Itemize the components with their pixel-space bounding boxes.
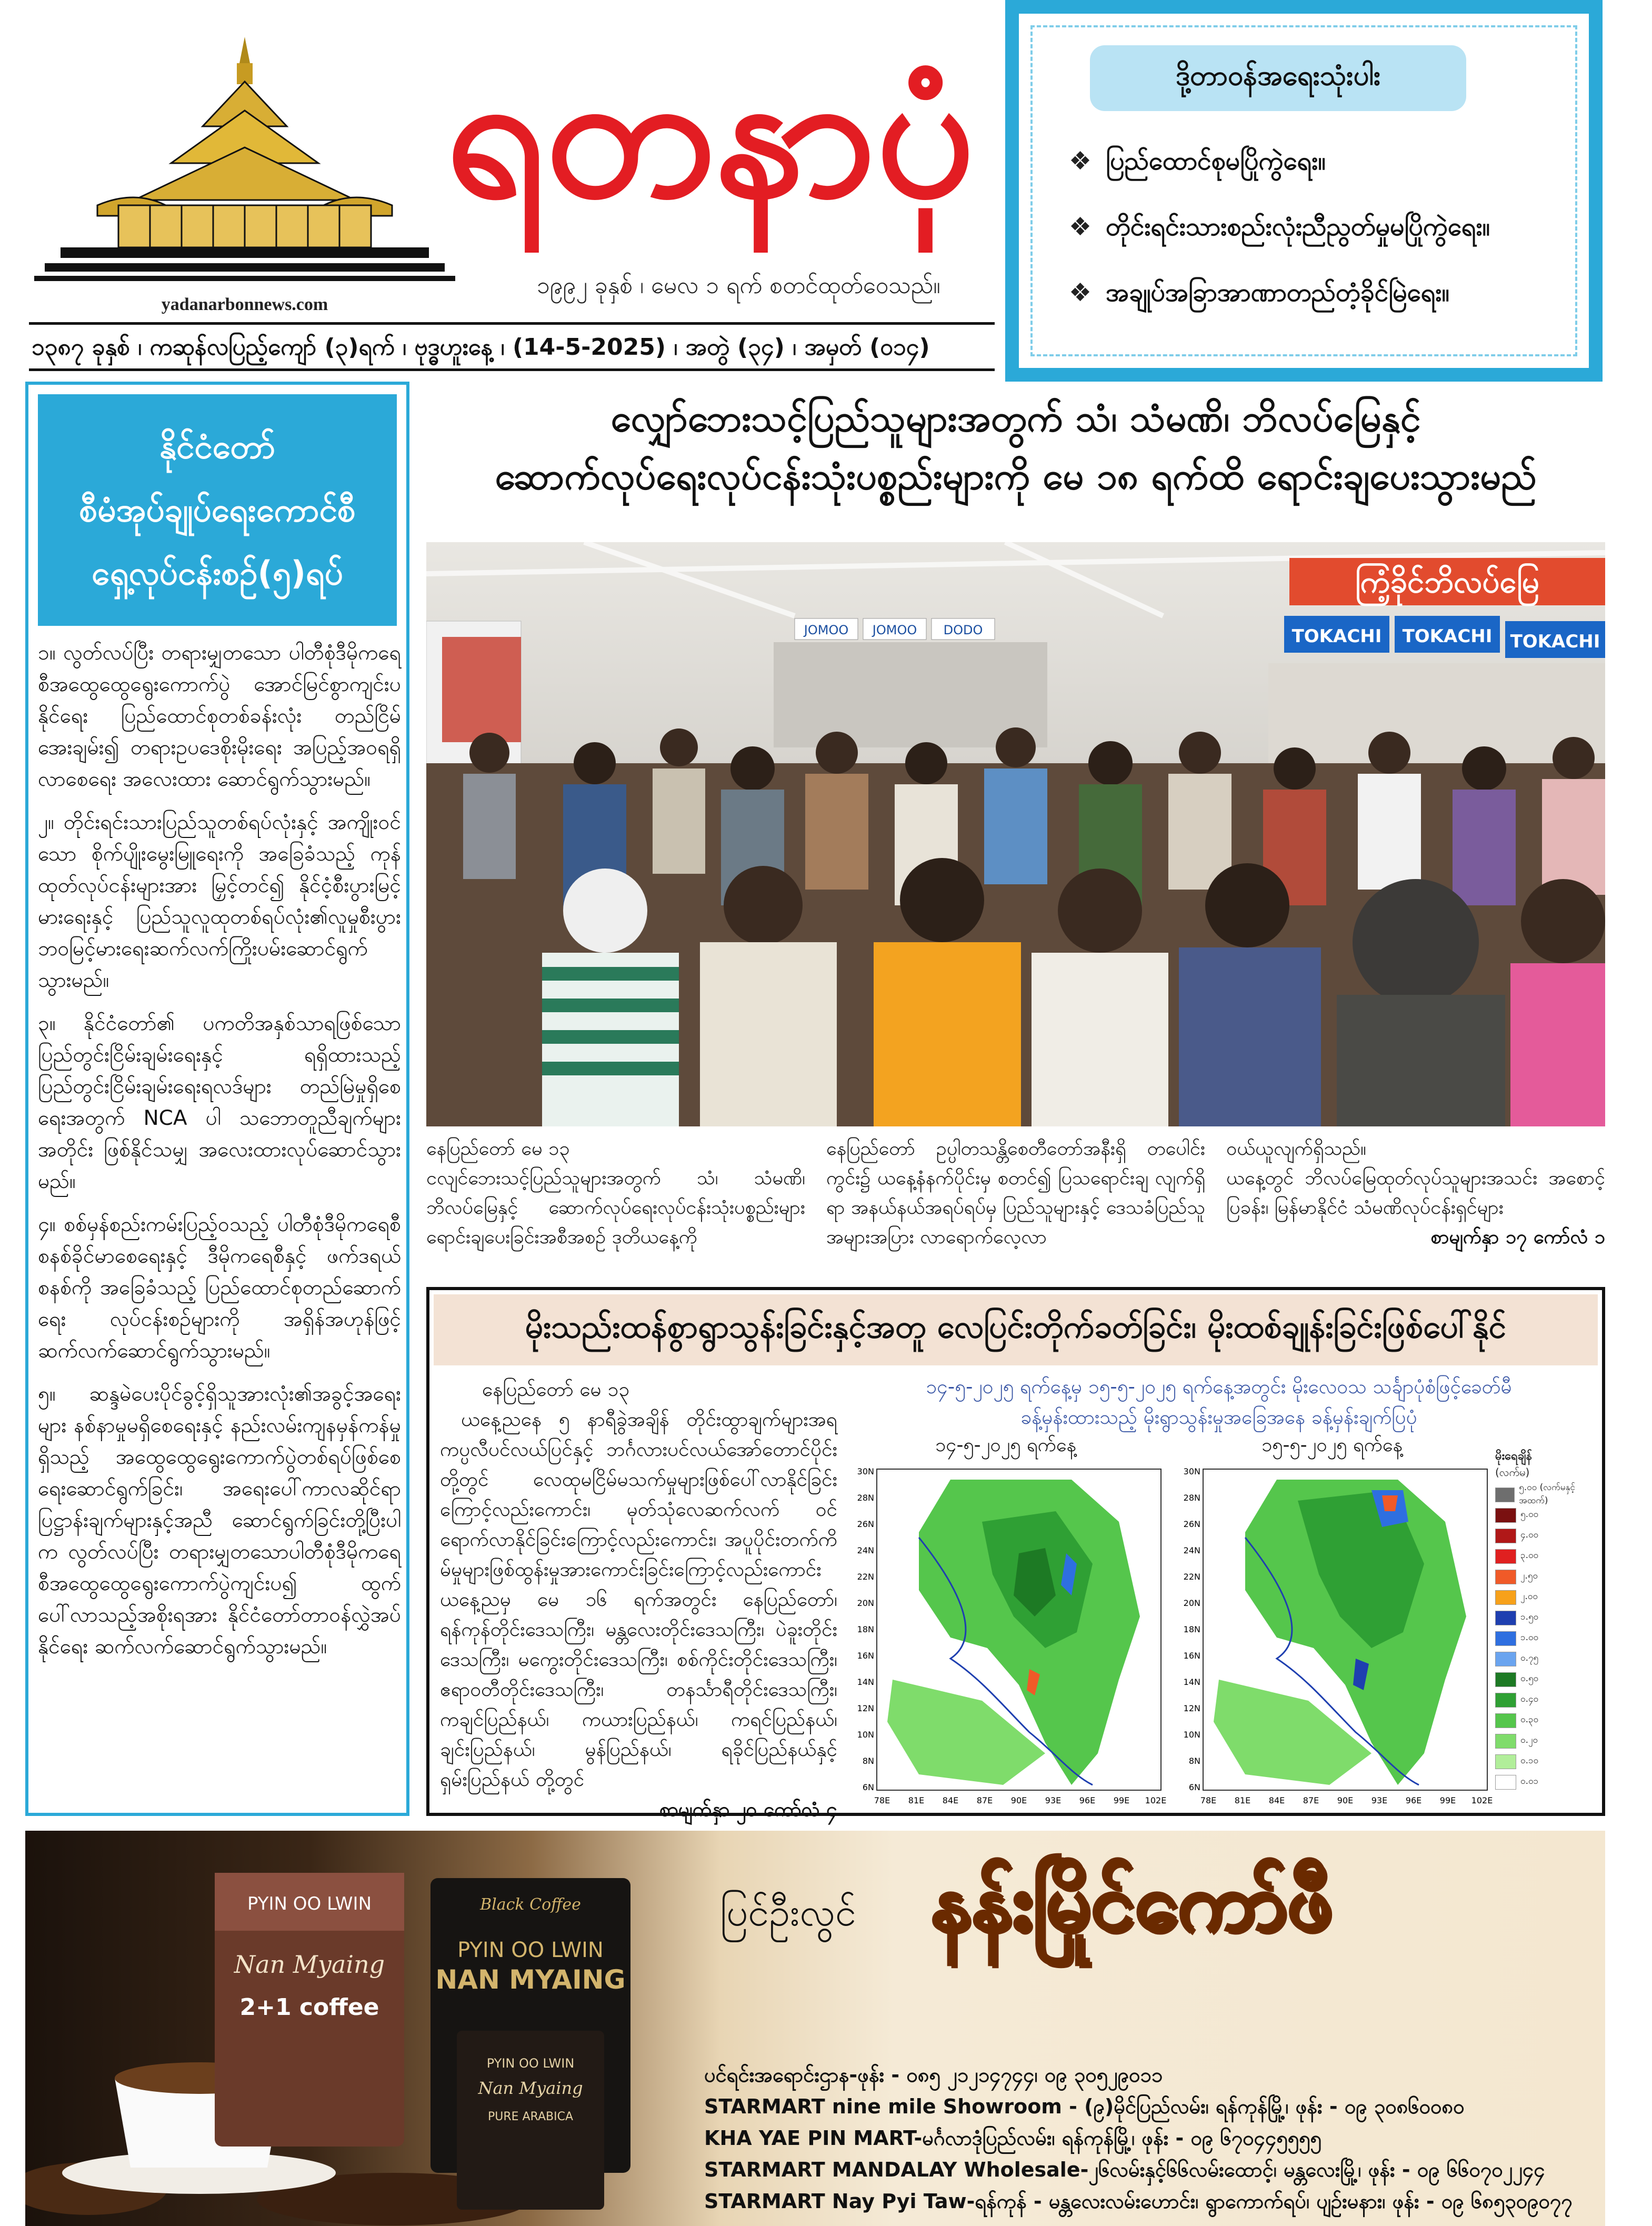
ad-contact-line: STARMART Nay Pyi Taw-ရန်ကုန် - မန္တလေးလမ်းဟောင်း၊ ရွာကောက်ရပ်၊ ပျဉ်းမနား၊ ဖုန်း - ၀၉ ၆၈၅၃၀၉၀၇၇ — [704, 2190, 1573, 2213]
legend-label: ၅.၀၀ (လက်မနှင့် အထက်) — [1519, 1482, 1575, 1506]
lat-tick-label: 14N — [857, 1677, 874, 1687]
lon-tick-label: 99E — [1113, 1795, 1130, 1805]
lon-tick-label: 102E — [1145, 1795, 1166, 1805]
lat-tick-label: 26N — [857, 1519, 874, 1529]
weather-story — [426, 1287, 1605, 1821]
legend-label: ၀.၅၀ — [1520, 1673, 1539, 1684]
lon-tick-label: 81E — [1234, 1795, 1251, 1805]
legend-title: မိုးရေချိန် — [1495, 1450, 1532, 1463]
legend-entry — [1495, 1628, 1600, 1649]
svg-text:2+1 coffee: 2+1 coffee — [239, 1994, 379, 2021]
founding-note: ၁၉၉၂ ခုနှစ် ၊ မေလ ၁ ရက် စတင်ထုတ်ဝေသည်။ — [537, 272, 940, 299]
legend-label: ၀.၃၀ — [1520, 1714, 1539, 1725]
lat-tick-label: 10N — [857, 1730, 874, 1740]
pagoda-logo — [29, 32, 460, 326]
lon-tick-label: 87E — [976, 1795, 993, 1805]
legend-label: ၄.၀၀ — [1520, 1530, 1539, 1540]
legend-label: ၂.၅၀ — [1520, 1571, 1538, 1581]
svg-text:JOMOO: JOMOO — [872, 623, 917, 637]
lat-tick-label: 22N — [857, 1572, 874, 1582]
lat-tick-label: 12N — [857, 1703, 874, 1713]
slogan-box — [1005, 0, 1603, 382]
legend-label: ၅.၀၀ — [1520, 1509, 1539, 1520]
coffee-advertisement — [25, 1831, 1605, 2226]
svg-text:PURE ARABICA: PURE ARABICA — [487, 2110, 574, 2123]
svg-text:NAN MYAING: NAN MYAING — [435, 1964, 626, 1995]
legend-entry — [1495, 1566, 1600, 1587]
legend-entry — [1495, 1772, 1600, 1792]
lon-tick-label: 102E — [1471, 1795, 1493, 1805]
lead-story-col-3: ဝယ်ယူလျက်ရှိသည်။ ယနေ့တွင် ဘိလပ်မြေထုတ်လုပ်သူများအသင်း အစောင့်ပြခန်း၊ မြန်မာနိုင်ငံ သံမဏိလုပ်ငန်းရှင်များ စာမျက်နှာ ၁၇ ကော်လံ ၁ — [1226, 1134, 1605, 1266]
svg-text:ကြံ့ခိုင်ဘိလပ်မြေ: ကြံ့ခိုင်ဘိလပ်မြေ — [1355, 564, 1540, 600]
legend-swatch — [1495, 1775, 1516, 1790]
lon-tick-label: 84E — [942, 1795, 959, 1805]
lat-tick-label: 12N — [1183, 1703, 1200, 1713]
lat-tick-label: 8N — [1188, 1756, 1200, 1766]
diamond-bullet-icon: ❖ — [1069, 146, 1092, 176]
lon-tick-label: 81E — [908, 1795, 925, 1805]
masthead-rule-bottom — [29, 368, 995, 371]
lat-tick-label: 28N — [857, 1493, 874, 1503]
lat-tick-label: 24N — [857, 1545, 874, 1555]
legend-entry — [1495, 1669, 1600, 1690]
newspaper-title — [421, 0, 1000, 253]
svg-text:Nan Myaing: Nan Myaing — [478, 2078, 583, 2098]
lon-tick-label: 87E — [1303, 1795, 1319, 1805]
legend-swatch — [1495, 1652, 1516, 1666]
svg-text:PYIN OO LWIN: PYIN OO LWIN — [486, 2056, 575, 2071]
lon-tick-label: 78E — [1200, 1795, 1217, 1805]
legend-swatch — [1495, 1754, 1516, 1769]
lat-tick-label: 14N — [1183, 1677, 1200, 1687]
lon-tick-label: 93E — [1371, 1795, 1388, 1805]
lat-tick-label: 20N — [857, 1598, 874, 1608]
ad-brand-town: ပြင်ဦးလွင် — [720, 1890, 856, 1934]
legend-swatch — [1495, 1529, 1516, 1543]
legend-entry — [1495, 1649, 1600, 1669]
pagoda-emblem-icon — [29, 32, 460, 295]
legend-swatch — [1495, 1693, 1516, 1708]
legend-label: ၀.၇၅ — [1520, 1653, 1539, 1663]
site-url: yadanarbonnews.com — [161, 295, 328, 314]
lat-tick-label: 10N — [1183, 1730, 1200, 1740]
rainfall-chart-title: ၁၄-၅-၂၀၂၅ ရက်နေ့မှ ၁၅-၅-၂၀၂၅ ရက်နေ့အတွင်း မိုးလေဝသ သင်္ချာပုံစံဖြင့်ခေတ်မီ ခန့်မှန်းထားသည့် မိုးရွာသွန်းမှုအခြေအနေ ခန့်မှန်းချက်ပြပုံ — [926, 1375, 1512, 1429]
diamond-bullet-icon: ❖ — [1069, 212, 1092, 242]
rainfall-map-day2 — [1172, 1434, 1493, 1806]
lat-tick-label: 30N — [857, 1466, 874, 1476]
objective-item: ၃။ နိုင်ငံတော်၏ ပကတိအနှစ်သာရဖြစ်သော ပြည်တွင်းငြိမ်းချမ်းရေးနှင့် ရရှိထားသည့် ပြည်တွင်းငြိမ်းချမ်းရေးရလဒ်များ တည်မြဲမှုရှိစေရေးအတွက် NCA ပါ သဘောတူညီချက်များအတိုင်း ဖြစ်နိုင်သမျှ အလေးထားလုပ်ဆောင်သွားမည်။ — [38, 1012, 401, 1193]
lead-photo — [426, 542, 1605, 1126]
lat-tick-label: 20N — [1183, 1598, 1200, 1608]
map-date-label: ၁၅-၅-၂၀၂၅ ရက်နေ့ — [1261, 1434, 1403, 1456]
lon-tick-label: 90E — [1337, 1795, 1354, 1805]
legend-entry — [1495, 1505, 1600, 1525]
objectives-list — [38, 637, 401, 1674]
legend-entry — [1495, 1690, 1600, 1710]
legend-label: ၁.၅၀ — [1520, 1612, 1539, 1622]
objectives-heading: နိုင်ငံတော် စီမံအုပ်ချုပ်ရေးကောင်စီ ရှေ့လုပ်ငန်းစဉ်(၅)ရပ် — [38, 394, 397, 626]
svg-text:Black Coffee: Black Coffee — [480, 1895, 581, 1914]
lat-tick-label: 6N — [1188, 1782, 1200, 1792]
legend-swatch — [1495, 1631, 1516, 1646]
lon-tick-label: 99E — [1439, 1795, 1456, 1805]
objective-item: ၁။ လွတ်လပ်ပြီး တရားမျှတသော ပါတီစုံဒီမိုကရေစီအထွေထွေရွေးကောက်ပွဲ အောင်မြင်စွာကျင်းပနိုင်ရေး ပြည်ထောင်စုတစ်ခန်းလုံး တည်ငြိမ်အေးချမ်း၍ တရားဥပဒေစိုးမိုးရေး အပြည့်အဝရရှိလာစေရေး အလေးထား ဆောင်ရွက်သွားမည်။ — [38, 641, 401, 791]
ad-contact-line: ပင်ရင်းအရောင်းဌာန-ဖုန်း - ၀၈၅ ၂၁၂၁၄၇၄၄၊ ၀၉ ၃၀၅၂၉၀၁၁ — [704, 2063, 1163, 2087]
svg-text:Nan Myaing: Nan Myaing — [234, 1950, 385, 1979]
lead-story-col-1: နေပြည်တော် မေ ၁၃ ငလျင်ဘေးသင့်ပြည်သူများအတွက် သံ၊ သံမဏိ၊ ဘိလပ်မြေနှင့် ဆောက်လုပ်ရေးလုပ်ငန်းသုံးပစ္စည်းများ ရောင်းချပေးခြင်းအစီအစဉ် ဒုတိယနေ့ကို — [426, 1138, 805, 1248]
rainfall-map-day1 — [845, 1434, 1166, 1806]
lon-tick-label: 96E — [1079, 1795, 1096, 1805]
svg-text:TOKACHI: TOKACHI — [1291, 626, 1382, 647]
lead-headline: လျှော်ဘေးသင့်ပြည်သူများအတွက် သံ၊ သံမဏိ၊ ဘိလပ်မြေနှင့် ဆောက်လုပ်ရေးလုပ်ငန်းသုံးပစ္စည်းများကို မေ ၁၈ ရက်ထိ ရောင်းချပေးသွားမည် — [495, 397, 1537, 498]
objective-item: ၅။ ဆန္ဒမဲပေးပိုင်ခွင့်ရှိသူအားလုံး၏အခွင့်အရေးများ နစ်နာမှုမရှိစေရေးနှင့် နည်းလမ်းကျနမှန်ကန်မှုရှိသည့် အထွေထွေရွေးကောက်ပွဲတစ်ရပ်ဖြစ်စေရေးဆောင်ရွက်ခြင်း၊ အရေးပေါ်ကာလဆိုင်ရာ ပြဋ္ဌာန်းချက်များနှင့်အညီ ဆောင်ရွက်ခြင်းတို့ပြီးပါက လွတ်လပ်ပြီး တရားမျှတသောပါတီစုံဒီမိုကရေစီအထွေထွေရွေးကောက်ပွဲကျင်းပ၍ ထွက်ပေါ်လာသည့်အစိုးရအား နိုင်ငံတော်တာဝန်လွှဲအပ်နိုင်ရေး ဆက်လက်ဆောင်ရွက်သွားမည်။ — [38, 1382, 401, 1659]
weather-dateline: နေပြည်တော် မေ ၁၃ — [482, 1378, 630, 1401]
legend-swatch — [1495, 1590, 1516, 1605]
legend-label: ၂.၀၀ — [1520, 1591, 1538, 1602]
lat-tick-label: 30N — [1183, 1466, 1200, 1476]
coffee-products-image — [25, 1831, 709, 2226]
lat-tick-label: 6N — [862, 1782, 874, 1792]
lat-tick-label: 18N — [1183, 1624, 1200, 1634]
map-date-label: ၁၄-၅-၂၀၂၅ ရက်နေ့ — [935, 1434, 1077, 1456]
legend-swatch — [1495, 1488, 1515, 1502]
lon-tick-label: 93E — [1045, 1795, 1062, 1805]
legend-label: ၀.၂၀ — [1520, 1735, 1538, 1745]
legend-entry — [1495, 1731, 1600, 1751]
newspaper-title-text: ရတနာပုံ — [446, 34, 975, 236]
svg-text:PYIN OO LWIN: PYIN OO LWIN — [457, 1938, 604, 1962]
legend-swatch — [1495, 1549, 1516, 1564]
lat-tick-label: 16N — [857, 1651, 874, 1661]
legend-entry — [1495, 1710, 1600, 1731]
legend-label: ၀.၁၀ — [1520, 1755, 1539, 1766]
slogan-item: ❖ အချုပ်အခြာအာဏာတည်တံ့ခိုင်မြဲရေး။ — [1069, 278, 1450, 307]
legend-entry — [1495, 1751, 1600, 1772]
lat-tick-label: 28N — [1183, 1493, 1200, 1503]
legend-swatch — [1495, 1672, 1516, 1687]
weather-body: နေပြည်တော် မေ ၁၃ ယနေ့ညနေ ၅ နာရီခွဲအချိန် တိုင်းထွာချက်များအရ ကပ္ပလီပင်လယ်ပြင်နှင့် ဘင်္ဂလားပင်လယ်အော်တောင်ပိုင်းတို့တွင် လေထုမငြိမ်မသက်မှုများဖြစ်ပေါ်လာနိုင်ခြင်းကြောင့်လည်းကောင်း၊ မုတ်သုံလေဆက်လက် ဝင်ရောက်လာနိုင်ခြင်းကြောင့်လည်းကောင်း၊ အပူပိုင်းတက်ကိမ်မှုများဖြစ်ထွန်းမှုအားကောင်းခြင်းကြောင့်လည်းကောင်း ယနေ့ညမှ မေ ၁၆ ရက်အတွင်း နေပြည်တော်၊ ရန်ကုန်တိုင်းဒေသကြီး၊ မန္တလေးတိုင်းဒေသကြီး၊ ပဲခူးတိုင်းဒေသကြီး၊ မကွေးတိုင်းဒေသကြီး၊ စစ်ကိုင်းတိုင်းဒေသကြီး၊ ဧရာဝတီတိုင်းဒေသကြီး၊ တနင်္သာရီတိုင်းဒေသကြီး၊ ကချင်ပြည်နယ်၊ ကယားပြည်နယ်၊ ကရင်ပြည်နယ်၊ ချင်းပြည်နယ်၊ မွန်ပြည်နယ်၊ ရခိုင်ပြည်နယ်နှင့် ရှမ်းပြည်နယ် တို့တွင် စာမျက်နှာ ၂၀ ကော်လံ ၄ — [440, 1374, 837, 1824]
lead-story-col-2: နေပြည်တော် ဥပ္ပါတသန္တိစေတီတော်အနီးရှိ တပေါင်း ကွင်း၌ ယနေ့နံနက်ပိုင်းမှ စတင်၍ ပြသရောင်းချ လျက်ရှိရာ အနယ်နယ်အရပ်ရပ်မှ ပြည်သူများနှင့် ဒေသခံပြည်သူအများအပြား လာရောက်လေ့လာ — [826, 1138, 1205, 1248]
ad-contact-line: KHA YAE PIN MART-မင်္ဂလာဒုံပြည်လမ်း၊ ရန်ကုန်မြို့၊ ဖုန်း - ၀၉ ၆၇၀၄၄၅၅၅၅ — [704, 2127, 1321, 2150]
weather-continued: စာမျက်နှာ ၂၀ ကော်လံ ၄ — [659, 1798, 837, 1821]
legend-entry — [1495, 1546, 1600, 1566]
legend-entry — [1495, 1587, 1600, 1608]
masthead-rule-top — [29, 322, 995, 325]
lat-tick-label: 18N — [857, 1624, 874, 1634]
legend-entry — [1495, 1608, 1600, 1628]
svg-text:TOKACHI: TOKACHI — [1402, 626, 1493, 647]
diamond-bullet-icon: ❖ — [1069, 278, 1092, 307]
weather-headline: မိုးသည်းထန်စွာရွာသွန်းခြင်းနှင့်အတူ လေပြင်းတိုက်ခတ်ခြင်း၊ မိုးထစ်ချုန်းခြင်းဖြစ်ပေါ်နိုင် — [434, 1294, 1598, 1365]
rainfall-map-svg — [1172, 1459, 1493, 1811]
legend-label: ၁.၀၀ — [1520, 1632, 1539, 1643]
legend-swatch — [1495, 1508, 1516, 1523]
lon-tick-label: 90E — [1010, 1795, 1027, 1805]
ad-contact-line: STARMART MANDALAY Wholesale-၂၆လမ်းနှင့်၆၆လမ်းထောင့်၊ မန္တလေးမြို့၊ ဖုန်း - ၀၉ ၆၆၀၇၀၂၂၄၄ — [704, 2158, 1545, 2181]
lead-story-body — [426, 1134, 1605, 1266]
objectives-column — [25, 382, 409, 1816]
lat-tick-label: 16N — [1183, 1651, 1200, 1661]
lat-tick-label: 8N — [862, 1756, 874, 1766]
slogan-heading: ဒို့တာဝန်အရေးသုံးပါး — [1090, 45, 1466, 111]
legend-entry — [1495, 1484, 1600, 1505]
svg-text:JOMOO: JOMOO — [804, 623, 849, 637]
lat-tick-label: 24N — [1183, 1545, 1200, 1555]
legend-label: ၀.၄၀ — [1520, 1694, 1539, 1704]
svg-text:DODO: DODO — [943, 623, 983, 637]
objective-item: ၄။ စစ်မှန်စည်းကမ်းပြည့်ဝသည့် ပါတီစုံဒီမိုကရေစီစနစ်ခိုင်မာစေရေးနှင့် ဒီမိုကရေစီနှင့် ဖက်ဒရယ်စနစ်ကို အခြေခံသည့် ပြည်ထောင်စုတည်ဆောက်ရေး လုပ်ငန်းစဉ်များကို အရှိန်အဟုန်ဖြင့် ဆက်လက်ဆောင်ရွက်သွားမည်။ — [38, 1213, 401, 1363]
lon-tick-label: 96E — [1405, 1795, 1422, 1805]
legend-unit: (လက်မ) — [1495, 1466, 1530, 1479]
rainfall-map-svg — [845, 1459, 1166, 1811]
ad-contact-line: STARMART nine mile Showroom - (၉)မိုင်ပြည်လမ်း၊ ရန်ကုန်မြို့၊ ဖုန်း - ၀၉ ၃၀၈၆၀၀၈၀ — [704, 2095, 1465, 2118]
issue-date-line: ၁၃၈၇ ခုနှစ် ၊ ကဆုန်လပြည့်ကျော် (၃)ရက် ၊ ဗုဒ္ဓဟူးနေ့ ၊ (14-5-2025) ၊ အတွဲ (၃၄) ၊ အမှတ် (၀၁၄) — [32, 334, 930, 361]
lon-tick-label: 78E — [874, 1795, 890, 1805]
lat-tick-label: 22N — [1183, 1572, 1200, 1582]
objective-item: ၂။ တိုင်းရင်းသားပြည်သူတစ်ရပ်လုံးနှင့် အကျိုးဝင်သော စိုက်ပျိုးမွေးမြူရေးကို အခြေခံသည့် ကုန်ထုတ်လုပ်ငန်းများအား မြှင့်တင်၍ နိုင်ငံ့စီးပွားမြင့်မားရေးနှင့် ပြည်သူလူထုတစ်ရပ်လုံး၏လူမှုစီးပွားဘဝမြင့်မားရေးဆက်လက်ကြိုးပမ်းဆောင်ရွက်သွားမည်။ — [38, 811, 401, 992]
slogan-item: ❖ တိုင်းရင်းသားစည်းလုံးညီညွတ်မှုမပြိုကွဲရေး။ — [1069, 212, 1490, 242]
rainfall-legend — [1495, 1448, 1600, 1792]
legend-swatch — [1495, 1734, 1516, 1749]
svg-text:PYIN OO LWIN: PYIN OO LWIN — [247, 1893, 372, 1914]
legend-swatch — [1495, 1713, 1516, 1728]
legend-entry — [1495, 1525, 1600, 1546]
svg-text:TOKACHI: TOKACHI — [1510, 631, 1600, 652]
legend-label: ၀.၀၁ — [1520, 1776, 1539, 1786]
legend-swatch — [1495, 1611, 1516, 1625]
slogan-item: ❖ ပြည်ထောင်စုမပြိုကွဲရေး။ — [1069, 146, 1326, 176]
lon-tick-label: 84E — [1268, 1795, 1285, 1805]
legend-label: ၃.၀၀ — [1520, 1550, 1539, 1561]
lat-tick-label: 26N — [1183, 1519, 1200, 1529]
legend-swatch — [1495, 1570, 1516, 1584]
lead-story-continued: စာမျက်နှာ ၁၇ ကော်လံ ၁ — [1430, 1226, 1605, 1248]
ad-brand-name: နန်းမြိုင်ကော်ဖီ — [930, 1856, 1333, 1948]
